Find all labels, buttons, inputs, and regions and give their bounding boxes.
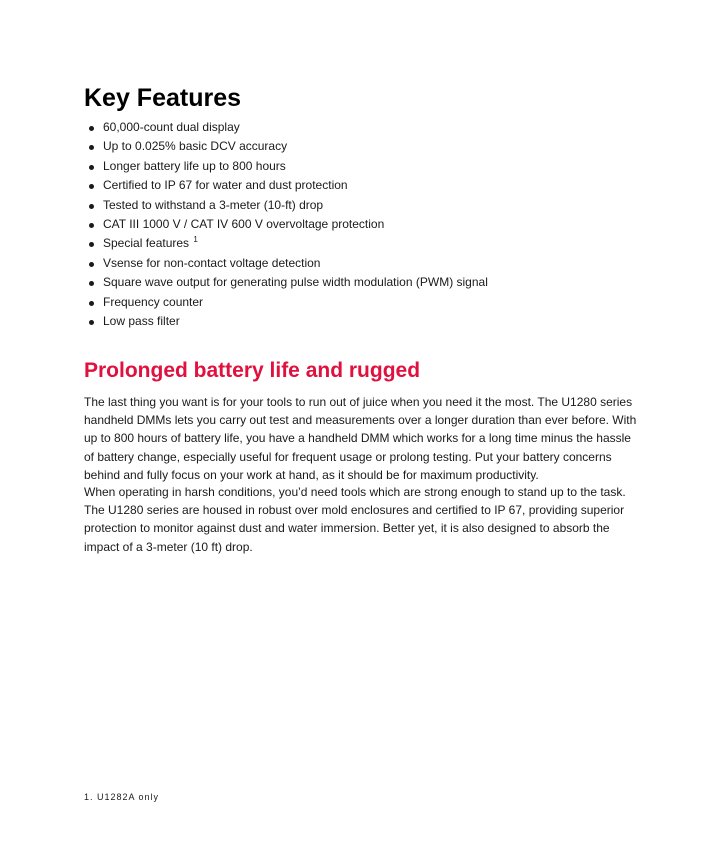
list-item-text: Low pass filter xyxy=(103,313,180,328)
list-item xyxy=(84,196,488,215)
list-item-text: Vsense for non-contact voltage detection xyxy=(103,255,321,270)
bullet-icon xyxy=(89,165,94,170)
paragraph-battery-life: The last thing you want is for your tools to run out of juice when you need it the most. The U1280 series handheld DMMs lets you carry out test and measurements over a longer duration than ever before. With up to 800 hours of battery life, you have a handheld DMM which works for a long time minus the hassle of battery change, especially useful for frequent usage or prolong testing. Put your battery concerns behind and fully focus on your work at hand, as it should be for maximum productivity. xyxy=(84,395,637,482)
list-item xyxy=(84,215,488,234)
paragraph-rugged: When operating in harsh conditions, you’d need tools which are strong enough to stand up to the task. The U1280 series are housed in robust over mold enclosures and certified to IP 67, providing superior protection to monitor against dust and water immersion. Better yet, it is also designed to absorb the impact of a 3-meter (10 ft) drop. xyxy=(84,485,626,554)
bullet-icon xyxy=(89,204,94,209)
bullet-icon xyxy=(89,184,94,189)
list-item-text: Longer battery life up to 800 hours xyxy=(103,158,286,173)
list-item-text: Frequency counter xyxy=(103,294,204,309)
bullet-icon xyxy=(89,223,94,228)
list-item xyxy=(84,234,488,253)
list-item-text: CAT III 1000 V / CAT IV 600 V overvoltage protection xyxy=(103,216,385,231)
key-features-list xyxy=(84,118,488,331)
bullet-icon xyxy=(89,126,94,131)
bullet-icon xyxy=(89,281,94,286)
list-item xyxy=(84,273,488,292)
bullet-icon xyxy=(89,262,94,267)
list-item xyxy=(84,254,488,273)
list-item-text: 60,000-count dual display xyxy=(103,120,240,134)
section-heading: Prolonged battery life and rugged xyxy=(84,359,421,382)
footnote: 1. U1282A only xyxy=(84,792,160,802)
list-item xyxy=(84,157,488,176)
bullet-icon xyxy=(89,301,94,306)
key-features-heading: Key Features xyxy=(84,84,242,112)
footnote-reference: 1 xyxy=(193,235,198,245)
list-item xyxy=(84,137,488,156)
bullet-icon xyxy=(89,320,94,325)
bullet-icon xyxy=(89,145,94,150)
list-item xyxy=(84,312,488,331)
list-item xyxy=(84,176,488,195)
list-item-text: Tested to withstand a 3-meter (10-ft) drop xyxy=(103,197,324,212)
list-item xyxy=(84,118,488,137)
bullet-icon xyxy=(89,242,94,247)
list-item-text: Square wave output for generating pulse width modulation (PWM) signal xyxy=(103,275,488,290)
list-item xyxy=(84,293,488,312)
list-item-text: Up to 0.025% basic DCV accuracy xyxy=(103,139,288,154)
list-item-text: Special features xyxy=(103,236,190,251)
list-item-text: Certified to IP 67 for water and dust protection xyxy=(103,178,348,193)
